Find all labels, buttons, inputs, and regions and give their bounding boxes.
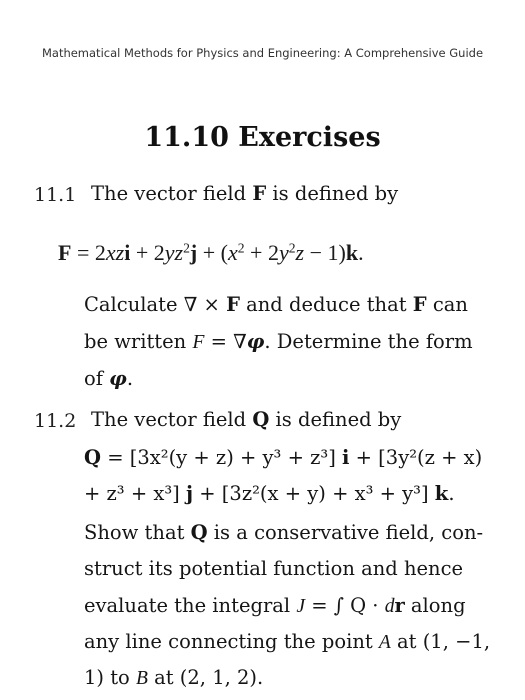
body-line: 1) to B at (2, 1, 2). — [84, 666, 264, 689]
section-title: 11.10 Exercises — [144, 122, 381, 153]
body-line: of φ. — [84, 367, 134, 390]
exercise-number: 11.1 — [34, 184, 77, 206]
exercise-number: 11.2 — [34, 410, 77, 432]
running-head: Mathematical Methods for Physics and Engineering: A Comprehensive Guide — [41, 46, 484, 60]
body-line: evaluate the integral J = ∫ Q · dr along — [84, 594, 466, 617]
body-line: Calculate ∇ × F and deduce that F can — [84, 293, 468, 316]
equation-q-line1: Q = [3x²(y + z) + y³ + z³] i + [3y²(z + x) — [84, 446, 483, 469]
body-line: struct its potential function and hence — [84, 557, 464, 580]
body-line: Show that Q is a conservative field, con- — [84, 521, 484, 544]
equation-q-line2: + z³ + x³] j + [3z²(x + y) + x³ + y³] k. — [84, 482, 455, 505]
body-line: any line connecting the point A at (1, −1, — [84, 630, 491, 653]
body-line: be written F = ∇φ. Determine the form — [84, 330, 473, 353]
exercise-intro: The vector field Q is defined by — [91, 408, 402, 431]
exercise-intro: The vector field F is defined by — [91, 182, 399, 205]
equation-f: $F = 2xzi + 2yz^2j + (x^2 + 2y^2z - 1)k$. — [58, 240, 364, 265]
